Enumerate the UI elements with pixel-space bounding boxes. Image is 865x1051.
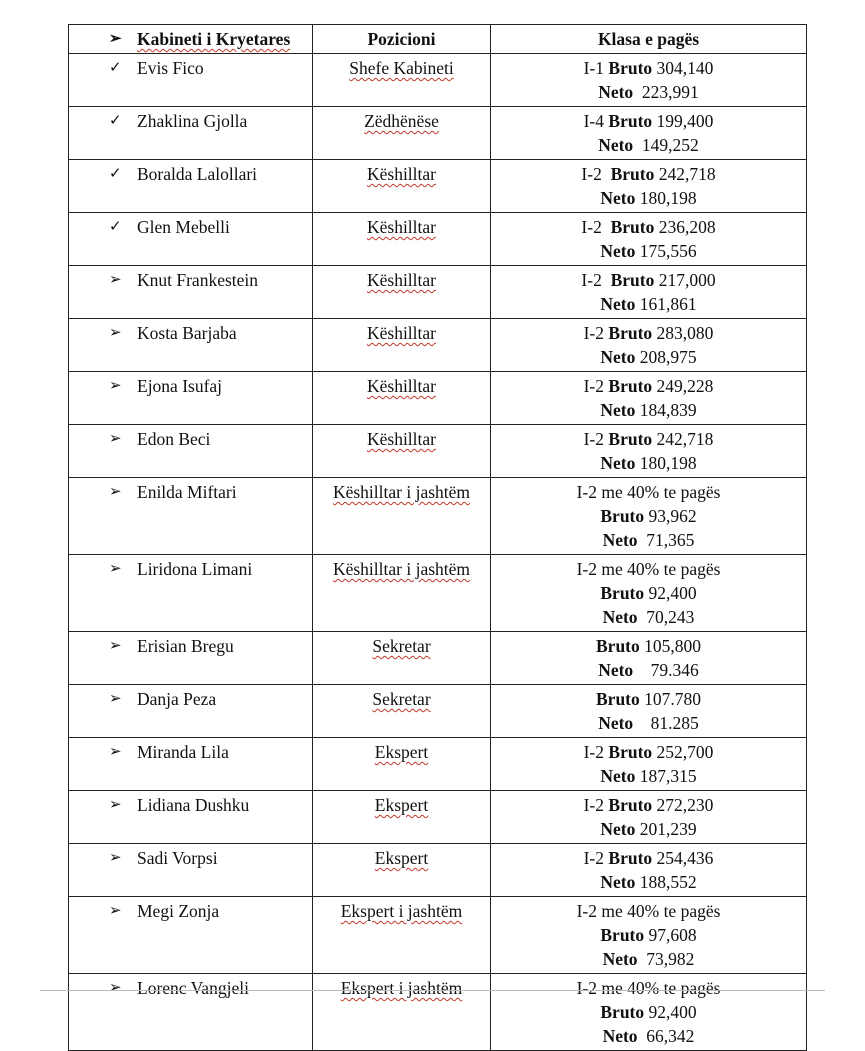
pay-line	[495, 186, 802, 210]
position-label: Këshilltar	[366, 376, 436, 396]
staff-name: Ejona Isufaj	[137, 376, 223, 396]
gross-label: Bruto	[608, 795, 653, 815]
gross-label: Bruto	[610, 270, 655, 290]
gross-label: Bruto	[610, 217, 655, 237]
pay-class: I-2	[581, 217, 611, 237]
staff-name: Glen Mebelli	[137, 217, 230, 237]
pay-line	[495, 133, 802, 157]
position-label: Këshilltar	[366, 429, 436, 449]
position-cell	[313, 632, 491, 685]
net-label: Neto	[598, 660, 634, 680]
pay-cell	[491, 319, 807, 372]
pay-cell	[491, 372, 807, 425]
position-label: Shefe Kabineti	[349, 58, 454, 78]
pay-class: I-2	[583, 429, 609, 449]
table-row	[69, 213, 807, 266]
pay-class: I-1	[583, 58, 609, 78]
name-cell	[69, 897, 313, 974]
arrow-bullet-icon: ➢	[109, 31, 122, 47]
pay-line	[495, 480, 802, 504]
pay-amount: 97,608	[644, 925, 697, 945]
position-label: Këshilltar	[366, 270, 436, 290]
pay-amount: 149,252	[633, 135, 699, 155]
table-row	[69, 107, 807, 160]
gross-label: Bruto	[600, 1002, 645, 1022]
pay-cell	[491, 738, 807, 791]
name-cell	[69, 685, 313, 738]
gross-label: Bruto	[608, 111, 653, 131]
pay-line	[495, 899, 802, 923]
pay-class: I-4	[583, 111, 609, 131]
name-cell	[69, 372, 313, 425]
pay-amount: 283,080	[652, 323, 714, 343]
checkmark-icon: ✓	[109, 166, 122, 182]
pay-line	[495, 870, 802, 894]
name-cell	[69, 107, 313, 160]
pay-line	[495, 557, 802, 581]
pay-line	[495, 658, 802, 682]
position-label: Ekspert	[374, 742, 429, 762]
name-cell	[69, 555, 313, 632]
pay-amount: 208,975	[635, 347, 697, 367]
staff-name: Enilda Miftari	[137, 482, 237, 502]
staff-name: Lidiana Dushku	[137, 795, 250, 815]
page-divider	[40, 990, 825, 991]
header-position-label: Pozicioni	[367, 29, 436, 49]
pay-cell	[491, 266, 807, 319]
pay-amount: 188,552	[635, 872, 697, 892]
pay-line	[495, 374, 802, 398]
pay-class: I-2	[583, 323, 609, 343]
position-cell	[313, 897, 491, 974]
pay-class: I-2	[581, 270, 611, 290]
staff-name: Liridona Limani	[137, 559, 253, 579]
gross-label: Bruto	[600, 925, 645, 945]
pay-class: I-2	[581, 164, 611, 184]
pay-line	[495, 817, 802, 841]
header-pay-label: Klasa e pagës	[597, 29, 700, 49]
pay-amount: 304,140	[652, 58, 714, 78]
staff-name: Zhaklina Gjolla	[137, 111, 248, 131]
table-row	[69, 160, 807, 213]
pay-amount: 105,800	[639, 636, 701, 656]
pay-amount: 223,991	[633, 82, 699, 102]
pay-line	[495, 1024, 802, 1048]
pay-line	[495, 846, 802, 870]
pay-line	[495, 504, 802, 528]
pay-class: I-2 me 40% te pagës	[576, 559, 721, 579]
position-cell	[313, 107, 491, 160]
arrow-bullet-icon: ➢	[109, 850, 122, 866]
staff-name: Lorenc Vangjeli	[137, 978, 249, 998]
net-label: Neto	[600, 241, 636, 261]
gross-label: Bruto	[600, 583, 645, 603]
net-label: Neto	[602, 949, 638, 969]
pay-amount: 236,208	[654, 217, 716, 237]
name-cell	[69, 974, 313, 1051]
net-label: Neto	[600, 766, 636, 786]
staff-salary-table	[68, 24, 807, 1051]
staff-name: Megi Zonja	[137, 901, 220, 921]
gross-label: Bruto	[610, 164, 655, 184]
pay-class: I-2 me 40% te pagës	[576, 978, 721, 998]
net-label: Neto	[600, 400, 636, 420]
position-label: Sekretar	[372, 636, 431, 656]
table-row	[69, 738, 807, 791]
pay-amount: 184,839	[635, 400, 697, 420]
pay-amount: 66,342	[637, 1026, 695, 1046]
net-label: Neto	[600, 294, 636, 314]
arrow-bullet-icon: ➢	[109, 903, 122, 919]
pay-line	[495, 605, 802, 629]
name-cell	[69, 738, 313, 791]
pay-amount: 79.346	[633, 660, 699, 680]
position-cell	[313, 478, 491, 555]
pay-line	[495, 687, 802, 711]
pay-amount: 161,861	[635, 294, 697, 314]
pay-line	[495, 239, 802, 263]
gross-label: Bruto	[608, 429, 653, 449]
name-cell	[69, 160, 313, 213]
staff-name: Edon Beci	[137, 429, 211, 449]
pay-amount: 187,315	[635, 766, 697, 786]
name-cell	[69, 844, 313, 897]
table-row	[69, 632, 807, 685]
staff-name: Kosta Barjaba	[137, 323, 237, 343]
table-row	[69, 897, 807, 974]
pay-cell	[491, 555, 807, 632]
position-cell	[313, 54, 491, 107]
pay-line	[495, 451, 802, 475]
name-cell	[69, 213, 313, 266]
gross-label: Bruto	[600, 506, 645, 526]
arrow-bullet-icon: ➢	[109, 272, 122, 288]
pay-line	[495, 268, 802, 292]
table-body	[69, 54, 807, 1051]
position-cell	[313, 266, 491, 319]
arrow-bullet-icon: ➢	[109, 378, 122, 394]
position-cell	[313, 738, 491, 791]
arrow-bullet-icon: ➢	[109, 744, 122, 760]
pay-line	[495, 923, 802, 947]
position-label: Sekretar	[372, 689, 431, 709]
table-row	[69, 844, 807, 897]
table-row	[69, 791, 807, 844]
pay-class: I-2	[583, 848, 609, 868]
net-label: Neto	[602, 530, 638, 550]
pay-cell	[491, 160, 807, 213]
pay-cell	[491, 897, 807, 974]
position-cell	[313, 425, 491, 478]
position-label: Këshilltar	[366, 164, 436, 184]
pay-line	[495, 162, 802, 186]
pay-line	[495, 634, 802, 658]
pay-amount: 201,239	[635, 819, 697, 839]
position-label: Këshilltar	[366, 217, 436, 237]
staff-name: Sadi Vorpsi	[137, 848, 218, 868]
arrow-bullet-icon: ➢	[109, 797, 122, 813]
staff-name: Danja Peza	[137, 689, 217, 709]
table-row	[69, 974, 807, 1051]
gross-label: Bruto	[608, 323, 653, 343]
gross-label: Bruto	[608, 742, 653, 762]
pay-line	[495, 321, 802, 345]
pay-amount: 249,228	[652, 376, 714, 396]
pay-amount: 217,000	[654, 270, 716, 290]
pay-class: I-2	[583, 742, 609, 762]
pay-line	[495, 345, 802, 369]
header-pay-cell	[491, 25, 807, 54]
name-cell	[69, 266, 313, 319]
position-cell	[313, 791, 491, 844]
position-label: Ekspert	[374, 848, 429, 868]
pay-line	[495, 581, 802, 605]
pay-amount: 107.780	[639, 689, 701, 709]
pay-line	[495, 56, 802, 80]
position-cell	[313, 844, 491, 897]
position-label: Ekspert i jashtëm	[340, 901, 463, 921]
pay-line	[495, 976, 802, 1000]
net-label: Neto	[600, 872, 636, 892]
gross-label: Bruto	[608, 848, 653, 868]
pay-line	[495, 215, 802, 239]
pay-cell	[491, 685, 807, 738]
net-label: Neto	[600, 188, 636, 208]
pay-amount: 71,365	[637, 530, 695, 550]
pay-class: I-2	[583, 795, 609, 815]
position-label: Këshilltar i jashtëm	[332, 482, 471, 502]
pay-line	[495, 793, 802, 817]
position-cell	[313, 160, 491, 213]
name-cell	[69, 319, 313, 372]
header-cabinet-label: Kabineti i Kryetares	[137, 29, 291, 49]
pay-class: I-2 me 40% te pagës	[576, 482, 721, 502]
pay-amount: 180,198	[635, 188, 697, 208]
staff-name: Miranda Lila	[137, 742, 229, 762]
position-cell	[313, 319, 491, 372]
net-label: Neto	[602, 607, 638, 627]
table-row	[69, 478, 807, 555]
position-label: Ekspert	[374, 795, 429, 815]
table-row	[69, 372, 807, 425]
header-name-cell	[69, 25, 313, 54]
staff-name: Knut Frankestein	[137, 270, 259, 290]
position-cell	[313, 974, 491, 1051]
pay-amount: 242,718	[652, 429, 714, 449]
name-cell	[69, 54, 313, 107]
table-row	[69, 266, 807, 319]
pay-line	[495, 711, 802, 735]
position-label: Ekspert i jashtëm	[340, 978, 463, 998]
pay-line	[495, 740, 802, 764]
position-cell	[313, 213, 491, 266]
pay-amount: 272,230	[652, 795, 714, 815]
position-cell	[313, 685, 491, 738]
pay-line	[495, 947, 802, 971]
arrow-bullet-icon: ➢	[109, 691, 122, 707]
pay-cell	[491, 425, 807, 478]
header-position-cell	[313, 25, 491, 54]
staff-name: Evis Fico	[137, 58, 204, 78]
pay-cell	[491, 54, 807, 107]
pay-cell	[491, 632, 807, 685]
staff-name: Boralda Lalollari	[137, 164, 258, 184]
name-cell	[69, 791, 313, 844]
table-row	[69, 685, 807, 738]
table-row	[69, 555, 807, 632]
pay-amount: 175,556	[635, 241, 697, 261]
arrow-bullet-icon: ➢	[109, 638, 122, 654]
gross-label: Bruto	[596, 689, 640, 709]
checkmark-icon: ✓	[109, 60, 122, 76]
pay-class: I-2 me 40% te pagës	[576, 901, 721, 921]
pay-line	[495, 427, 802, 451]
checkmark-icon: ✓	[109, 219, 122, 235]
staff-name: Erisian Bregu	[137, 636, 234, 656]
pay-amount: 199,400	[652, 111, 714, 131]
table-row	[69, 319, 807, 372]
pay-cell	[491, 478, 807, 555]
table-row	[69, 54, 807, 107]
pay-cell	[491, 791, 807, 844]
arrow-bullet-icon: ➢	[109, 980, 122, 996]
pay-cell	[491, 213, 807, 266]
pay-cell	[491, 107, 807, 160]
pay-line	[495, 109, 802, 133]
position-cell	[313, 555, 491, 632]
position-cell	[313, 372, 491, 425]
pay-line	[495, 1000, 802, 1024]
arrow-bullet-icon: ➢	[109, 561, 122, 577]
net-label: Neto	[598, 713, 634, 733]
gross-label: Bruto	[608, 58, 653, 78]
net-label: Neto	[602, 1026, 638, 1046]
name-cell	[69, 632, 313, 685]
pay-class: I-2	[583, 376, 609, 396]
pay-amount: 92,400	[644, 1002, 697, 1022]
header-row	[69, 25, 807, 54]
pay-amount: 81.285	[633, 713, 699, 733]
arrow-bullet-icon: ➢	[109, 325, 122, 341]
net-label: Neto	[600, 453, 636, 473]
arrow-bullet-icon: ➢	[109, 431, 122, 447]
net-label: Neto	[600, 819, 636, 839]
pay-amount: 70,243	[637, 607, 695, 627]
arrow-bullet-icon: ➢	[109, 484, 122, 500]
pay-line	[495, 80, 802, 104]
pay-line	[495, 398, 802, 422]
net-label: Neto	[598, 135, 634, 155]
pay-amount: 92,400	[644, 583, 697, 603]
gross-label: Bruto	[596, 636, 640, 656]
pay-cell	[491, 844, 807, 897]
position-label: Këshilltar	[366, 323, 436, 343]
pay-amount: 93,962	[644, 506, 697, 526]
checkmark-icon: ✓	[109, 113, 122, 129]
pay-cell	[491, 974, 807, 1051]
pay-line	[495, 764, 802, 788]
name-cell	[69, 425, 313, 478]
gross-label: Bruto	[608, 376, 653, 396]
pay-amount: 180,198	[635, 453, 697, 473]
pay-line	[495, 292, 802, 316]
net-label: Neto	[600, 347, 636, 367]
pay-amount: 73,982	[637, 949, 695, 969]
pay-amount: 242,718	[654, 164, 716, 184]
position-label: Këshilltar i jashtëm	[332, 559, 471, 579]
table-row	[69, 425, 807, 478]
pay-amount: 252,700	[652, 742, 714, 762]
net-label: Neto	[598, 82, 634, 102]
pay-line	[495, 528, 802, 552]
name-cell	[69, 478, 313, 555]
position-label: Zëdhënëse	[364, 111, 439, 131]
pay-amount: 254,436	[652, 848, 714, 868]
